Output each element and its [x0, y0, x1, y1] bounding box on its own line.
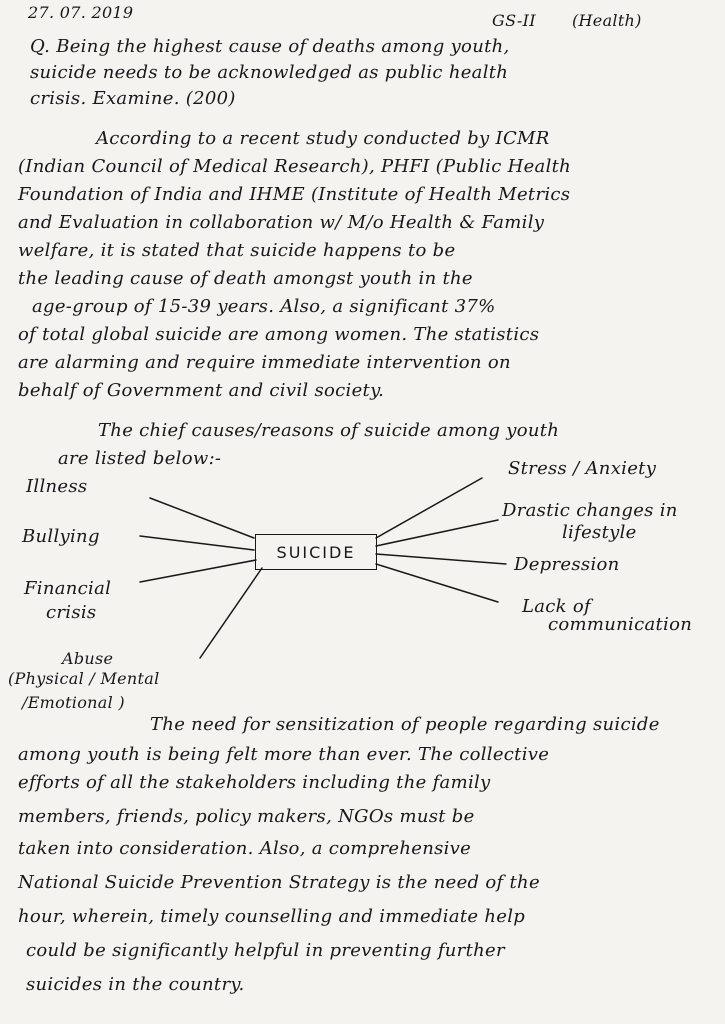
conclusion-line: The need for sensitization of people regarding suicide — [150, 714, 660, 735]
intro-line: welfare, it is stated that suicide happens to be — [18, 240, 456, 261]
cause-depression: Depression — [514, 554, 620, 575]
causes-intro-line: are listed below:- — [58, 448, 222, 469]
paper-label: GS-II — [492, 11, 536, 30]
conclusion-line: members, friends, policy makers, NGOs must be — [18, 806, 475, 827]
question-line: crisis. Examine. (200) — [30, 88, 236, 109]
conclusion-line: hour, wherein, timely counselling and immediate help — [18, 906, 526, 927]
conclusion-line: efforts of all the stakeholders including the family — [18, 772, 491, 793]
cause-financial-crisis: crisis — [46, 602, 97, 623]
date: 27. 07. 2019 — [28, 3, 134, 22]
intro-line: and Evaluation in collaboration w/ M/o Health & Family — [18, 212, 545, 233]
intro-line: behalf of Government and civil society. — [18, 380, 385, 401]
question-line: suicide needs to be acknowledged as public health — [30, 62, 509, 83]
cause-illness: Illness — [26, 476, 88, 497]
cause-lifestyle: Drastic changes in — [502, 500, 678, 521]
intro-line: According to a recent study conducted by ICMR — [96, 128, 550, 149]
causes-intro-line: The chief causes/reasons of suicide among youth — [98, 420, 560, 441]
conclusion-line: could be significantly helpful in preventing further — [26, 940, 505, 961]
cause-bullying: Bullying — [22, 526, 100, 547]
intro-line: the leading cause of death amongst youth in the — [18, 268, 473, 289]
conclusion-line: National Suicide Prevention Strategy is the need of the — [18, 872, 540, 893]
cause-stress: Stress / Anxiety — [508, 458, 657, 479]
conclusion-line: among youth is being felt more than ever. The collective — [18, 744, 550, 765]
cause-lifestyle: lifestyle — [562, 522, 637, 543]
intro-line: Foundation of India and IHME (Institute of Health Metrics — [18, 184, 571, 205]
intro-line: are alarming and require immediate intervention on — [18, 352, 511, 373]
cause-communication: Lack of — [522, 596, 591, 617]
conclusion-line: taken into consideration. Also, a comprehensive — [18, 838, 472, 859]
intro-line: (Indian Council of Medical Research), PHFI (Public Health — [18, 156, 572, 177]
cause-communication: communication — [548, 614, 693, 635]
cause-abuse: Abuse — [62, 649, 114, 668]
topic-label: (Health) — [572, 11, 642, 30]
intro-line: age-group of 15-39 years. Also, a significant 37% — [32, 296, 496, 317]
center-node — [255, 534, 377, 570]
cause-abuse: (Physical / Mental — [8, 669, 160, 688]
center-node-label: SUICIDE — [276, 542, 356, 562]
cause-financial-crisis: Financial — [24, 578, 112, 599]
intro-line: of total global suicide are among women. The statistics — [18, 324, 540, 345]
cause-abuse: /Emotional ) — [22, 693, 125, 712]
question-line: Q. Being the highest cause of deaths among youth, — [30, 36, 510, 57]
conclusion-line: suicides in the country. — [26, 974, 245, 995]
